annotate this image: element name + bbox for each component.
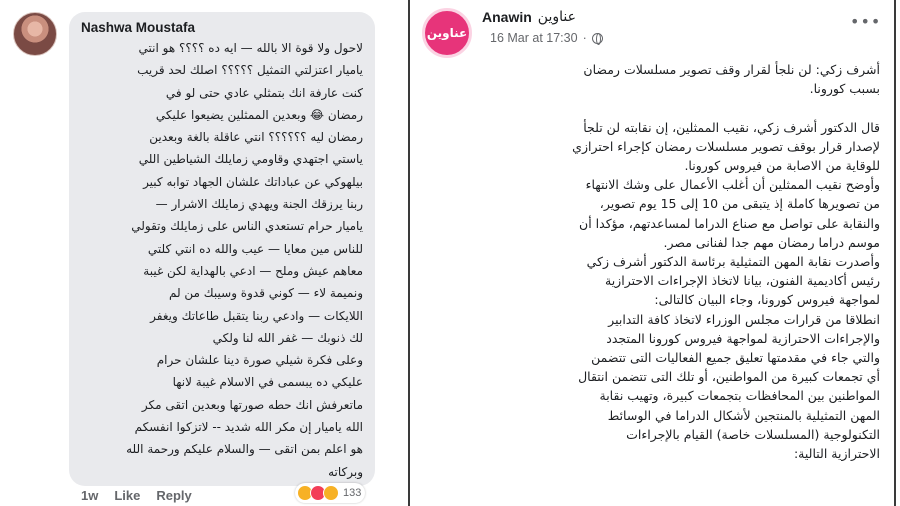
comment-line: ماتعرفش انك حطه صورتها وبعدين اتقى مكر [141, 397, 363, 412]
post-line: الاحترازية التالية: [793, 446, 880, 462]
like-button[interactable]: Like [114, 488, 141, 503]
post-line: المهن التمثيلية بالمنتجين لأشكال الدراما في الوسائط [607, 407, 880, 423]
post-line: انطلاقا من قرارات مجلس الوزراء لاتخاذ كافة التدابير [608, 311, 880, 327]
comment-actions [81, 488, 192, 506]
comment-line: رمضان 😂 وبعدين الممثلين يضيعوا عليكي [155, 107, 363, 122]
comment-bubble [69, 12, 375, 486]
post-timestamp[interactable]: 16 Mar at 17:30 [490, 31, 578, 45]
comment-line: لاحول ولا قوة الا بالله — ايه ده ؟؟؟؟ هو انتي [138, 41, 363, 55]
post-line: للوقاية من الاصابة من فيروس كورونا. [684, 158, 880, 173]
comment-line: وعلى فكرة شيلي صورة دينا علشان حرام [156, 353, 363, 368]
post-line: قال الدكتور أشرف زكي، نقيب الممثلين، إن نقابته لن تلجأ [583, 119, 880, 135]
page-name[interactable] [482, 9, 576, 25]
page-name-ar: عناوين [537, 9, 576, 25]
post-line [420, 98, 880, 117]
post-line: والتي جاء في مقدمتها تعليق جميع الفعاليات التى تتضمن [591, 350, 880, 366]
post-line: لإصدار قرار بوقف تصوير مسلسلات رمضان كإجراء احترازي [572, 138, 880, 154]
comment-line: كنت عارفة انك بتمثلي عادي حتى لو في [165, 85, 363, 100]
comment-line: ونميمة لاء — كوني قدوة وسيبك من لم [168, 286, 363, 301]
post-line: والنقابة على تواصل مع صناع الدراما لمساعدتهم، مؤكدا أن [579, 215, 880, 231]
post-line: والإجراءات الاحترازية لمواجهة فيروس كورونا المتجدد [606, 330, 880, 346]
comment-line: هو اعلم بمن اتقى — والسلام عليكم ورحمة الله [126, 442, 363, 457]
commenter-avatar[interactable] [13, 12, 57, 56]
comment-line: اللايكات — وادعي ربنا يتقبل طاعاتك ويغفر [150, 308, 363, 323]
post-line: أي تجمعات كبيرة من المواطنين، أو تلك التى تتضمن انتقال [578, 369, 880, 385]
page-name-en: Anawin [482, 9, 532, 25]
page-logo[interactable] [422, 8, 472, 58]
comment-line: ياميار حرام تستعدي الناس على زمايلك وتقولي [131, 219, 363, 234]
post-line: أشرف زكي: لن نلجأ لقرار وقف تصوير مسلسلات رمضان [583, 62, 880, 77]
comment-line: معاهم عيش وملح — ادعي بالهداية لكن غيبة [143, 263, 363, 278]
post-line: بسبب كورونا. [809, 81, 880, 97]
more-options-icon[interactable]: ••• [850, 12, 882, 31]
dot-separator: · [582, 31, 587, 45]
globe-icon [592, 33, 603, 44]
post-line: موسم دراما رمضان مهم جدا لفنانى مصر. [663, 234, 880, 250]
page-logo-text: عناوين [426, 26, 468, 40]
reaction-count: 133 [343, 487, 362, 499]
commenter-name[interactable]: Nashwa Moustafa [81, 20, 196, 35]
post-line: من تصويرها كاملة إذ يتبقى من 10 إلى 15 يوم تصوير، [599, 196, 880, 212]
comment-line: ياستي اجتهدي وقاومي زمايلك الشياطين اللي [138, 152, 363, 167]
comment-line: ياميار اعتزلتي التمثيل ؟؟؟؟؟ اصلك لحد قريب [137, 63, 363, 78]
comment-line: لك ذنوبك — غفر الله لنا ولكي [212, 330, 363, 345]
post-line: لمواجهة فيروس كورونا، وجاء البيان كالتالى: [654, 292, 880, 308]
comment-line: ربنا يرزقك الجنة ويهدي زمايلك الاشرار — [155, 197, 363, 212]
post-line: المواطنين بين المحافظات بتجمعات كبيرة، وتهيب نقابة [599, 388, 880, 404]
comment-panel [3, 2, 386, 504]
post-line: التكنولوجية (المسلسلات خاصة) القيام بالإجراءات [626, 426, 880, 442]
comment-line: الله ياميار إن مكر الله شديد -- لاتزكوا انفسكم [134, 420, 363, 435]
post-meta [490, 31, 603, 45]
comment-line: عليكي ده يبسمى في الاسلام غيبة لانها [172, 375, 363, 390]
post-line: وأوضح نقيب الممثلين أن أغلب الأعمال على وشك الانتهاء [585, 177, 880, 193]
post-panel [408, 0, 896, 506]
comment-line: للناس مين معايا — عيب والله ده انتي كلتي [147, 241, 363, 256]
comment-line: رمضان ليه ؟؟؟؟؟؟ انتي عاقلة بالغة وبعدين [149, 130, 363, 145]
comment-line: وبركاته [328, 464, 363, 479]
comment-time[interactable]: 1w [81, 488, 99, 503]
post-line: وأصدرت نقابة المهن التمثيلية برئاسة الدكتور أشرف زكي [586, 254, 880, 270]
sad-reaction-icon [323, 485, 339, 501]
post-line: رئيس أكاديمية الفنون، بيانا لاتخاذ الإجراءات الاحترازية [605, 273, 880, 289]
reactions-summary[interactable] [295, 483, 365, 503]
post-body [420, 60, 880, 463]
reply-button[interactable]: Reply [156, 488, 192, 503]
comment-line: بيلهوكي عن عباداتك علشان الجهاد توابه كبير [143, 174, 363, 189]
